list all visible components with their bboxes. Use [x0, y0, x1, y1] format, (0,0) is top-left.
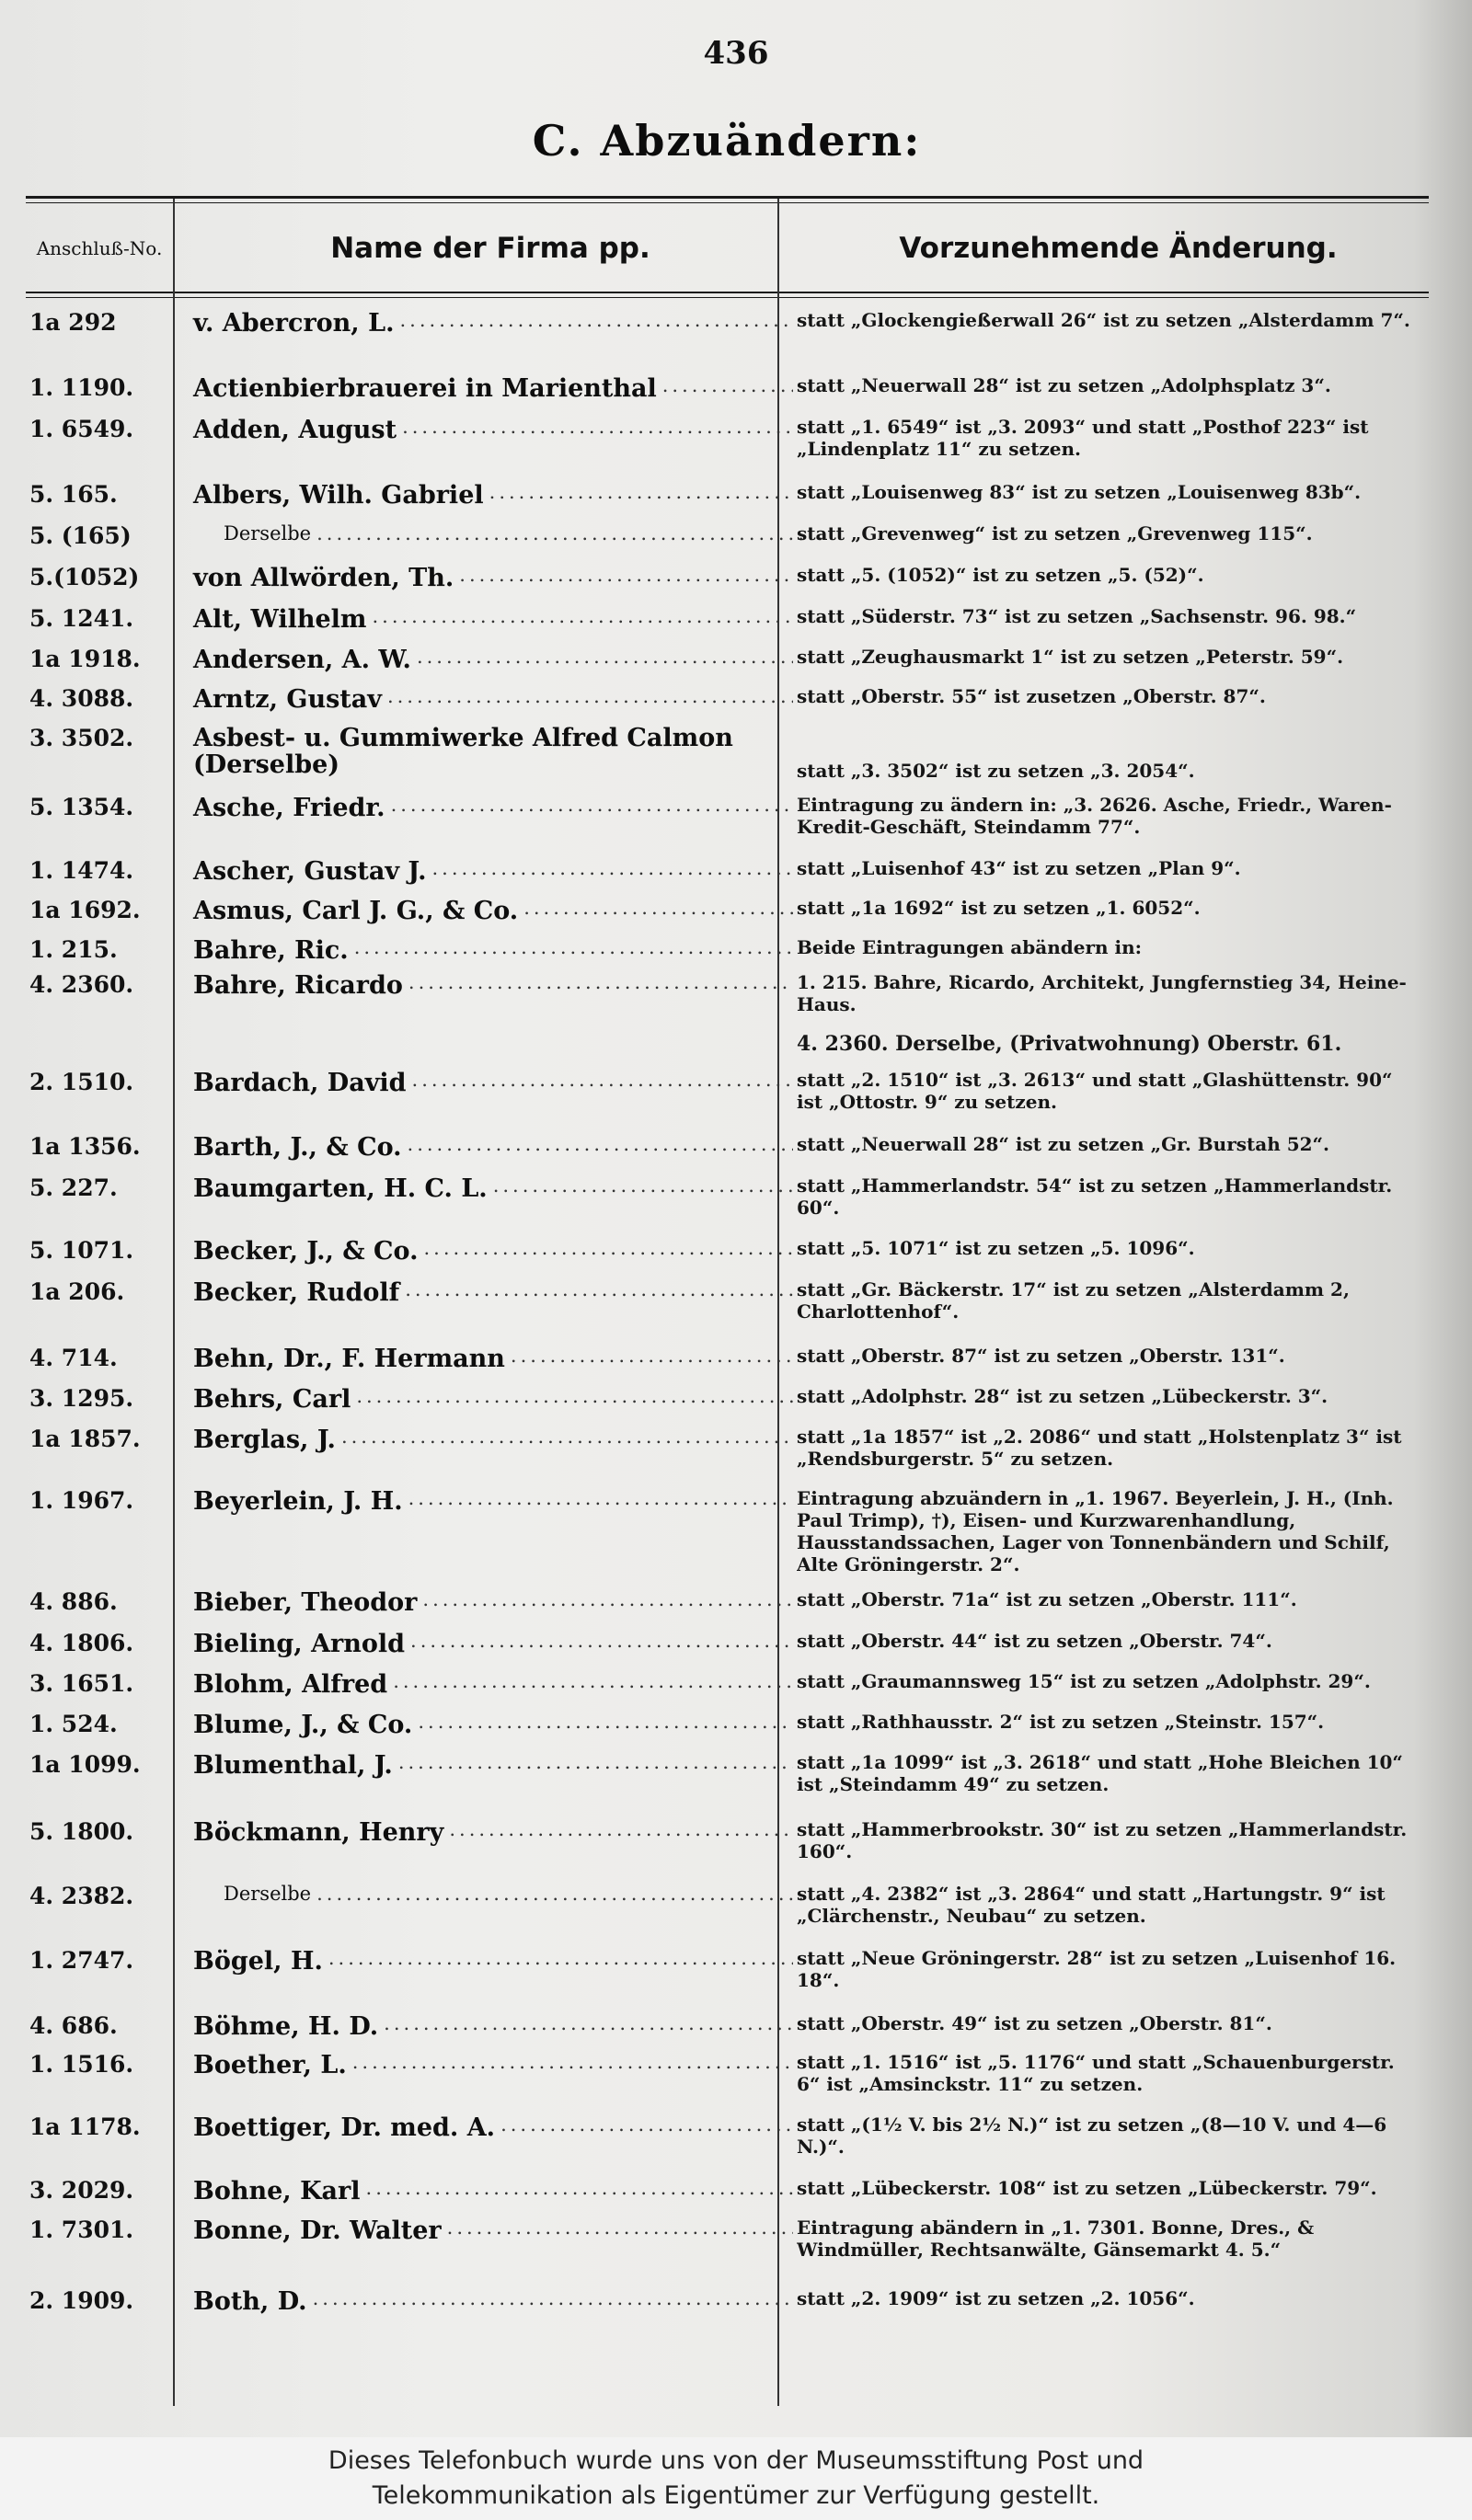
- entry-change: statt „3. 3502“ ist zu setzen „3. 2054“.: [797, 760, 1195, 782]
- entry-name-text: Ascher, Gustav J.: [193, 857, 427, 886]
- entry-number: 1a 1692.: [29, 897, 141, 923]
- entry-name: [193, 1426, 793, 1454]
- entry-name: [193, 1345, 793, 1373]
- entry-name: [193, 416, 793, 444]
- entry-number: 1. 1474.: [29, 857, 134, 884]
- entry-name: [193, 2113, 793, 2142]
- entry-change: statt „Oberstr. 49“ ist zu setzen „Oberstr. 81“.: [797, 2012, 1272, 2034]
- entry-number: 5. 1354.: [29, 794, 134, 820]
- entry-name-text: Blumenthal, J.: [193, 1751, 393, 1780]
- leader-dots: [408, 1487, 793, 1516]
- entry-number: 5. 1241.: [29, 605, 134, 632]
- leader-dots: [356, 1385, 793, 1414]
- entry-change: statt „2. 1909“ ist zu setzen „2. 1056“.: [797, 2287, 1195, 2309]
- entry-number: 2. 1510.: [29, 1069, 134, 1095]
- entry-name-text: Asbest- u. Gummiwerke Alfred Calmon (Derselbe): [193, 724, 733, 779]
- entry-name-text: Blume, J., & Co.: [193, 1711, 413, 1739]
- column-header-row: [26, 207, 1429, 290]
- leader-dots: [408, 1133, 793, 1162]
- entry-change: statt „Graumannsweg 15“ ist zu setzen „Adolphstr. 29“.: [797, 1670, 1371, 1692]
- leader-dots: [316, 522, 823, 544]
- entry-name-text: Behrs, Carl: [193, 1385, 351, 1414]
- entry-name-text: Behn, Dr., F. Hermann: [193, 1345, 505, 1373]
- entry-number: 4. 886.: [29, 1588, 118, 1615]
- entry-change: statt „Zeughausmarkt 1“ ist zu setzen „Peterstr. 59“.: [797, 646, 1344, 668]
- entry-change: statt „Grevenweg“ ist zu setzen „Grevenweg 115“.: [797, 522, 1313, 544]
- entry-name-text: Bieber, Theodor: [193, 1588, 418, 1617]
- entry-change: statt „Gr. Bäckerstr. 17“ ist zu setzen „Alsterdamm 2, Charlottenhof“.: [797, 1278, 1350, 1323]
- entry-list: [26, 296, 1429, 2384]
- entry-name-text: Derselbe: [224, 522, 312, 544]
- entry-change: statt „(1½ V. bis 2½ N.)“ ist zu setzen „(8—10 V. und 4—6 N.)“.: [797, 2113, 1387, 2158]
- header-top-rule: [26, 196, 1429, 199]
- entry-name: [193, 605, 793, 634]
- entry-name-text: Alt, Wilhelm: [193, 605, 367, 634]
- entry-number: 1. 2747.: [29, 1947, 134, 1974]
- entry-name-text: Beyerlein, J. H.: [193, 1487, 403, 1516]
- entry-name: [193, 1278, 793, 1307]
- entry-number: 5. 227.: [29, 1174, 118, 1201]
- entry-name: [193, 857, 793, 886]
- leader-dots: [417, 646, 793, 674]
- entry-name: [193, 309, 793, 338]
- entry-name: [193, 1670, 793, 1699]
- entry-name: [193, 1711, 793, 1739]
- leader-dots: [449, 1818, 793, 1847]
- entry-name: [193, 646, 793, 674]
- entry-change: statt „4. 2382“ ist „3. 2864“ und statt „Hartungstr. 9“ ist „Clärchenstr., Neubau“ zu setzen.: [797, 1883, 1386, 1927]
- leader-dots: [489, 481, 793, 510]
- header-top-rule-thin: [26, 202, 1429, 203]
- entry-name: [193, 1237, 793, 1266]
- entry-change: Eintragung abändern in „1. 7301. Bonne, Dres., & Windmüller, Rechtsanwälte, Gänsemarkt 4. 5.“: [797, 2216, 1315, 2261]
- leader-dots: [400, 309, 794, 338]
- entry-name: [193, 481, 793, 510]
- entry-name: [193, 1133, 793, 1162]
- entry-name-text: Boether, L.: [193, 2051, 347, 2079]
- leader-dots: [372, 605, 793, 634]
- entry-number: 5. 1800.: [29, 1818, 134, 1845]
- leader-dots: [431, 857, 793, 886]
- entry-name-text: Derselbe: [224, 1883, 312, 1905]
- entry-change: statt „Adolphstr. 28“ ist zu setzen „Lübeckerstr. 3“.: [797, 1385, 1328, 1407]
- column-header-change: Vorzunehmende Änderung.: [899, 232, 1338, 265]
- entry-name-text: Baumgarten, H. C. L.: [193, 1174, 488, 1203]
- entry-change-continued: 4. 2360. Derselbe, (Privatwohnung) Oberstr. 61.: [797, 1032, 1342, 1056]
- entry-name: [193, 1487, 793, 1516]
- leader-dots: [384, 2012, 793, 2041]
- entry-name: [193, 794, 793, 822]
- entry-name: [193, 1385, 793, 1414]
- entry-change: statt „Oberstr. 55“ ist zusetzen „Oberstr. 87“.: [797, 685, 1266, 707]
- header-bottom-rule: [26, 292, 1429, 293]
- entry-name: [193, 897, 793, 925]
- entry-name-text: Actienbierbrauerei in Marienthal: [193, 374, 657, 403]
- entry-number: 1a 1178.: [29, 2113, 141, 2140]
- entry-name: [193, 2177, 793, 2205]
- entry-number: 4. 686.: [29, 2012, 118, 2039]
- entry-name-text: Both, D.: [193, 2287, 307, 2316]
- entry-name-text: Asmus, Carl J. G., & Co.: [193, 897, 519, 925]
- entry-number: 4. 1806.: [29, 1630, 134, 1656]
- entry-name: [193, 1630, 793, 1658]
- entry-number: 1a 1356.: [29, 1133, 141, 1160]
- column-header-name: Name der Firma pp.: [330, 232, 650, 265]
- entry-name-text: Bohne, Karl: [193, 2177, 361, 2205]
- entry-name: [193, 1174, 793, 1203]
- entry-number: 1a 1857.: [29, 1426, 141, 1452]
- entry-name-text: Boettiger, Dr. med. A.: [193, 2113, 496, 2142]
- leader-dots: [523, 897, 793, 925]
- entry-name-text: Berglas, J.: [193, 1426, 336, 1454]
- entry-number: 5. (165): [29, 522, 132, 549]
- leader-dots: [313, 2287, 793, 2316]
- leader-dots: [391, 794, 793, 822]
- entry-change: statt „1. 1516“ ist „5. 1176“ und statt „Schauenburgerstr. 6“ ist „Amsinckstr. 11“ zu setzen.: [797, 2051, 1395, 2095]
- entry-name-text: Barth, J., & Co.: [193, 1133, 402, 1162]
- leader-dots: [405, 1278, 793, 1307]
- entry-name: [193, 2216, 793, 2245]
- footer-notice: [0, 2437, 1472, 2520]
- section-title: C. Abzuändern:: [532, 116, 922, 166]
- leader-dots: [410, 1630, 793, 1658]
- entry-name-text: Asche, Friedr.: [193, 794, 385, 822]
- entry-name-text: Arntz, Gustav: [193, 685, 382, 714]
- footer-line-1: Dieses Telefonbuch wurde uns von der Museumsstiftung Post und: [328, 2446, 1144, 2475]
- entry-name: [193, 374, 793, 403]
- entry-name-text: Böckmann, Henry: [193, 1818, 444, 1847]
- entry-name-text: Bahre, Ricardo: [193, 971, 403, 1000]
- entry-number: 5.(1052): [29, 564, 140, 590]
- entry-number: 1a 1099.: [29, 1751, 141, 1778]
- leader-dots: [408, 971, 793, 1000]
- leader-dots: [500, 2113, 793, 2142]
- entry-change: statt „5. (1052)“ ist zu setzen „5. (52)“.: [797, 564, 1204, 586]
- entry-name-text: Bieling, Arnold: [193, 1630, 406, 1658]
- entry-name-text: von Allwörden, Th.: [193, 564, 454, 592]
- entry-number: 3. 2029.: [29, 2177, 134, 2204]
- entry-number: 1. 1190.: [29, 374, 134, 401]
- entry-change: statt „Rathhausstr. 2“ ist zu setzen „Steinstr. 157“.: [797, 1711, 1325, 1733]
- leader-dots: [352, 2051, 793, 2079]
- entry-name-text: Andersen, A. W.: [193, 646, 411, 674]
- entry-name: [193, 685, 793, 714]
- entry-change: 1. 215. Bahre, Ricardo, Architekt, Jungfernstieg 34, Heine-Haus.: [797, 971, 1407, 1015]
- entry-number: 1. 7301.: [29, 2216, 134, 2243]
- leader-dots: [459, 564, 793, 592]
- entry-change: statt „Oberstr. 44“ ist zu setzen „Oberstr. 74“.: [797, 1630, 1272, 1652]
- entry-number: 3. 1295.: [29, 1385, 134, 1412]
- entry-number: 1a 292: [29, 309, 117, 336]
- entry-change: statt „1a 1099“ ist „3. 2618“ und statt „Hohe Bleichen 10“ ist „Steindamm 49“ zu setzen.: [797, 1751, 1403, 1795]
- leader-dots: [662, 374, 793, 403]
- entry-name-text: v. Abercron, L.: [193, 309, 395, 338]
- entry-name: [193, 1069, 793, 1097]
- column-header-number: Anschluß-No.: [36, 237, 163, 259]
- entry-name-text: Bahre, Ric.: [193, 936, 349, 965]
- leader-dots: [354, 936, 793, 965]
- leader-dots: [387, 685, 793, 714]
- entry-change: statt „1. 6549“ ist „3. 2093“ und statt „Posthof 223“ ist „Lindenplatz 11“ zu setzen.: [797, 416, 1369, 460]
- entry-change: statt „Neue Gröningerstr. 28“ ist zu setzen „Luisenhof 16. 18“.: [797, 1947, 1397, 1991]
- entry-name: [193, 936, 793, 965]
- entry-change: statt „Glockengießerwall 26“ ist zu setzen „Alsterdamm 7“.: [797, 309, 1410, 331]
- entry-number: 2. 1909.: [29, 2287, 134, 2314]
- entry-name: [193, 2051, 793, 2079]
- entry-name-text: Becker, J., & Co.: [193, 1237, 419, 1266]
- entry-number: 5. 165.: [29, 481, 118, 508]
- entry-change: Beide Eintragungen abändern in:: [797, 936, 1143, 958]
- entry-name: [224, 522, 823, 544]
- entry-name-text: Blohm, Alfred: [193, 1670, 388, 1699]
- leader-dots: [398, 1751, 793, 1780]
- entry-number: 1. 6549.: [29, 416, 134, 442]
- entry-name: [193, 2287, 793, 2316]
- entry-number: 5. 1071.: [29, 1237, 134, 1264]
- leader-dots: [402, 416, 793, 444]
- entry-name: [224, 1883, 823, 1905]
- entry-change: Eintragung zu ändern in: „3. 2626. Asche, Friedr., Waren-Kredit-Geschäft, Steindamm 77“.: [797, 794, 1392, 838]
- entry-name-text: Adden, August: [193, 416, 397, 444]
- leader-dots: [366, 2177, 793, 2205]
- leader-dots: [493, 1174, 793, 1203]
- entry-number: 3. 1651.: [29, 1670, 134, 1697]
- entry-name-text: Becker, Rudolf: [193, 1278, 400, 1307]
- leader-dots: [328, 1947, 793, 1976]
- entry-number: 1. 1516.: [29, 2051, 134, 2078]
- entry-number: 1. 215.: [29, 936, 118, 963]
- entry-name: [193, 564, 793, 592]
- entry-change: statt „Lübeckerstr. 108“ ist zu setzen „Lübeckerstr. 79“.: [797, 2177, 1377, 2199]
- leader-dots: [418, 1711, 793, 1739]
- entry-name-text: Bardach, David: [193, 1069, 407, 1097]
- entry-number: 1. 524.: [29, 1711, 118, 1737]
- entry-change: statt „Oberstr. 71a“ ist zu setzen „Oberstr. 111“.: [797, 1588, 1297, 1610]
- entry-name: [193, 1947, 793, 1976]
- entry-change: statt „Hammerlandstr. 54“ ist zu setzen „Hammerlandstr. 60“.: [797, 1174, 1393, 1219]
- leader-dots: [447, 2216, 793, 2245]
- leader-dots: [511, 1345, 793, 1373]
- entry-name-text: Bonne, Dr. Walter: [193, 2216, 442, 2245]
- entry-change: statt „Louisenweg 83“ ist zu setzen „Louisenweg 83b“.: [797, 481, 1362, 503]
- footer-line-2: Telekommunikation als Eigentümer zur Verfügung gestellt.: [372, 2481, 1100, 2510]
- leader-dots: [341, 1426, 793, 1454]
- entry-change: statt „Süderstr. 73“ ist zu setzen „Sachsenstr. 96. 98.“: [797, 605, 1357, 627]
- entry-change: statt „Oberstr. 87“ ist zu setzen „Oberstr. 131“.: [797, 1345, 1285, 1367]
- entry-number: 1a 1918.: [29, 646, 141, 672]
- entry-name: [193, 971, 793, 1000]
- entry-change: statt „Hammerbrookstr. 30“ ist zu setzen „Hammerlandstr. 160“.: [797, 1818, 1408, 1862]
- entry-name-text: Bögel, H.: [193, 1947, 323, 1976]
- leader-dots: [423, 1237, 793, 1266]
- page-number: 436: [703, 35, 769, 72]
- entry-name-text: Böhme, H. D.: [193, 2012, 379, 2041]
- entry-number: 4. 2382.: [29, 1883, 134, 1909]
- entry-name-text: Albers, Wilh. Gabriel: [193, 481, 484, 510]
- leader-dots: [412, 1069, 793, 1097]
- entry-change: statt „Luisenhof 43“ ist zu setzen „Plan 9“.: [797, 857, 1241, 879]
- entry-name: [193, 2012, 793, 2041]
- entry-change: statt „5. 1071“ ist zu setzen „5. 1096“.: [797, 1237, 1195, 1259]
- entry-change: statt „1a 1692“ ist zu setzen „1. 6052“.: [797, 897, 1201, 919]
- entry-number: 1. 1967.: [29, 1487, 134, 1514]
- entry-name: [193, 725, 793, 778]
- leader-dots: [393, 1670, 793, 1699]
- entry-number: 4. 2360.: [29, 971, 134, 998]
- entry-change: statt „Neuerwall 28“ ist zu setzen „Adolphsplatz 3“.: [797, 374, 1331, 396]
- entry-change: statt „Neuerwall 28“ ist zu setzen „Gr. Burstah 52“.: [797, 1133, 1330, 1155]
- entry-name: [193, 1751, 793, 1780]
- entry-number: 1a 206.: [29, 1278, 125, 1305]
- entry-number: 4. 714.: [29, 1345, 118, 1371]
- entry-change: statt „2. 1510“ ist „3. 2613“ und statt „Glashüttenstr. 90“ ist „Ottostr. 9“ zu setzen.: [797, 1069, 1393, 1113]
- entry-change: Eintragung abzuändern in „1. 1967. Beyerlein, J. H., (Inh. Paul Trimp), †), Eisen- und Kurzwarenhandlung, Hausstandssachen, Lager von Tonnenbändern und Schilf, Alte Gröningerstr. 2“.: [797, 1487, 1394, 1575]
- entry-name: [193, 1818, 793, 1847]
- entry-name: [193, 1588, 793, 1617]
- entry-change: statt „1a 1857“ ist „2. 2086“ und statt „Holstenplatz 3“ ist „Rendsburgerstr. 5“ zu setzen.: [797, 1426, 1402, 1470]
- leader-dots: [422, 1588, 793, 1617]
- entry-number: 3. 3502.: [29, 725, 134, 751]
- entry-number: 4. 3088.: [29, 685, 134, 712]
- leader-dots: [316, 1883, 823, 1905]
